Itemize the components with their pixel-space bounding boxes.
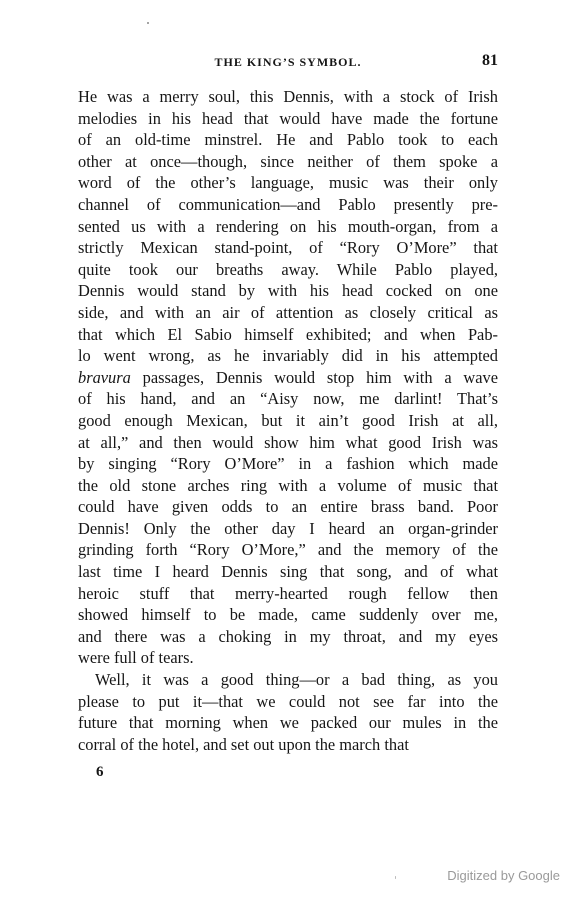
text-line: last time I heard Dennis sing that song, and of what: [78, 562, 498, 582]
text-line: word of the other’s language, music was their only: [78, 173, 498, 193]
text-line: side, and with an air of attention as closely critical as: [78, 302, 498, 322]
text-line: were full of tears.: [78, 648, 194, 668]
text-line: sented us with a rendering on his mouth-organ, from a: [78, 216, 498, 236]
text-line: please to put it—that we could not see far into the: [78, 691, 498, 711]
italic-word: bravura: [78, 367, 131, 387]
text-line: corral of the hotel, and set out upon the march that: [78, 734, 409, 754]
running-head: THE KING’S SYMBOL.: [214, 55, 362, 69]
body-text: [78, 86, 498, 755]
text-line: channel of communication—and Pablo presently pre-: [78, 194, 498, 214]
page-header: [78, 52, 498, 72]
text-line: other at once—though, since neither of them spoke a: [78, 151, 498, 171]
text-line: the old stone arches ring with a volume of music that: [78, 475, 498, 495]
text-line: of an old-time minstrel. He and Pablo took to each: [78, 130, 498, 150]
text-line: and there was a choking in my throat, and my eyes: [78, 626, 498, 646]
text-line: melodies in his head that would have made the fortune: [78, 108, 498, 128]
page-number: 81: [482, 52, 498, 69]
text-line: of his hand, and an “Aisy now, me darlint! That’s: [78, 389, 498, 409]
text-line: heroic stuff that merry-hearted rough fellow then: [78, 583, 498, 603]
signature-mark: 6: [96, 764, 104, 780]
digitized-watermark: Digitized by Google: [447, 868, 560, 883]
text-line: showed himself to be made, came suddenly over me,: [78, 605, 498, 625]
ink-speck: [147, 22, 149, 24]
text-line: that which El Sabio himself exhibited; and when Pab-: [78, 324, 498, 344]
text-line: He was a merry soul, this Dennis, with a stock of Irish: [78, 87, 498, 106]
text-line: lo went wrong, as he invariably did in his attempted: [78, 346, 498, 366]
text-line: Dennis! Only the other day I heard an organ-grinder: [78, 518, 498, 538]
text-line: bravura passages, Dennis would stop him with a wave: [78, 367, 498, 387]
paragraph: [78, 86, 498, 669]
text-line: Dennis would stand by with his head cocked on one: [78, 281, 498, 301]
text-line: strictly Mexican stand-point, of “Rory O’More” that: [78, 238, 498, 258]
text-line: grinding forth “Rory O’More,” and the memory of the: [78, 540, 498, 560]
text-line: Well, it was a good thing—or a bad thing, as you: [95, 670, 498, 690]
paragraph: [78, 669, 498, 755]
text-line: could have given odds to an entire brass band. Poor: [78, 497, 498, 517]
text-line: good enough Mexican, but it ain’t good Irish at all,: [78, 410, 498, 430]
text-line: by singing “Rory O’More” in a fashion which made: [78, 454, 498, 474]
text-line: quite took our breaths away. While Pablo played,: [78, 259, 498, 279]
text-line: future that morning when we packed our mules in the: [78, 713, 498, 733]
text-line: at all,” and then would show him what good Irish was: [78, 432, 498, 452]
scan-speck: [395, 876, 396, 879]
